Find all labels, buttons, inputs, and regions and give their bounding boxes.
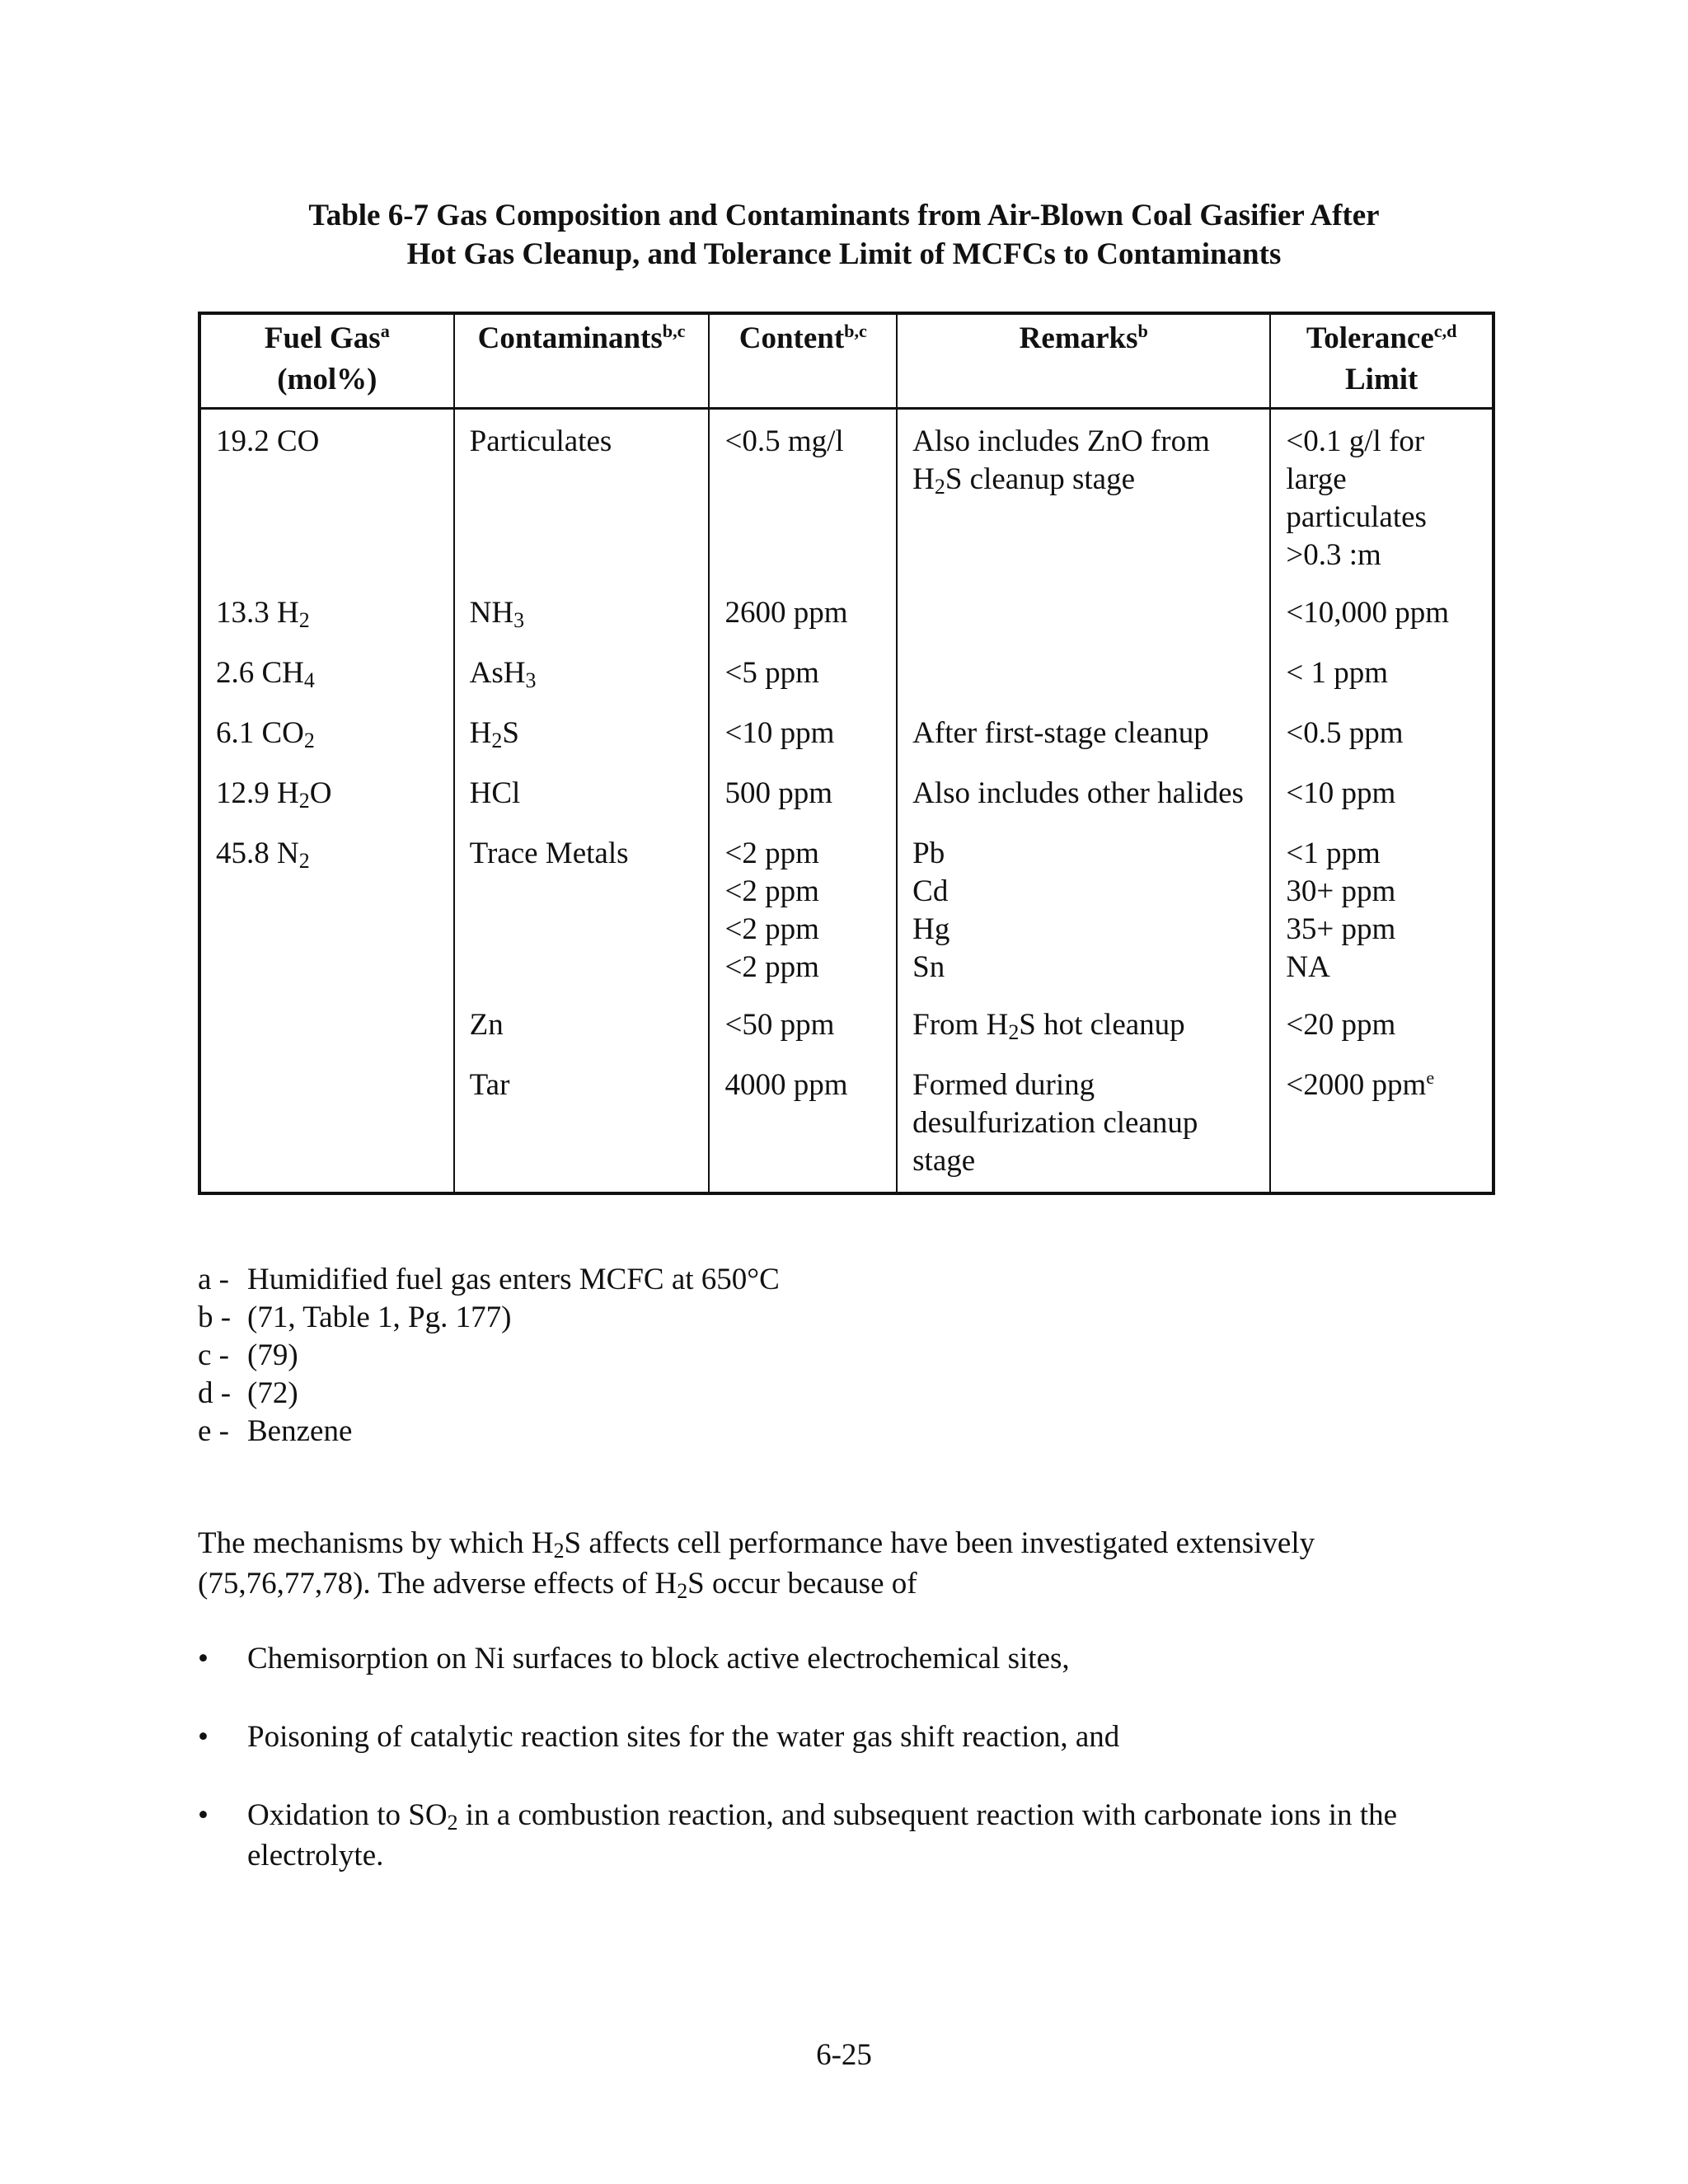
cell-fuel-gas: 13.3 $H_2$: [216, 596, 310, 633]
footnote-text: (79): [247, 1338, 298, 1372]
cell-tolerance: <0.5 ppm: [1270, 701, 1493, 762]
cell-fuel-gas: 19.2 CO: [216, 424, 320, 458]
cell-fuel-gas: [199, 993, 454, 1053]
table-header-row: [199, 313, 1493, 409]
footnote-text: Benzene: [247, 1414, 353, 1448]
contaminants-table: [198, 312, 1495, 1195]
header-fuel-gas: Fuel Gas$^a$ (mol%): [199, 313, 454, 409]
cell-fuel-gas: 2.6 $CH_4$: [216, 656, 315, 693]
cell-fuel-gas: [199, 1053, 454, 1193]
cell-remarks: Also includes ZnO from $H_2S$ cleanup stage: [897, 409, 1270, 582]
cell-remarks: From $H_2S$ hot cleanup: [897, 993, 1270, 1053]
cell-tolerance: <20 ppm: [1270, 993, 1493, 1053]
cell-contaminant: Zn: [454, 993, 710, 1053]
cell-content: <10 ppm: [709, 701, 897, 762]
footnote-text: Humidified fuel gas enters MCFC at 650°C: [247, 1263, 780, 1296]
bullet-text: Poisoning of catalytic reaction sites for the water gas shift reaction, and: [247, 1720, 1120, 1754]
cell-remarks: After first-stage cleanup: [897, 701, 1270, 762]
cell-content: 500 ppm: [709, 762, 897, 822]
bullet-icon: •: [198, 1798, 209, 1832]
footnote-key: e -: [198, 1414, 229, 1448]
cell-remarks: Pb Cd Hg Sn: [897, 822, 1270, 993]
table-row: [199, 762, 1493, 822]
header-contaminants: Contaminants$^{b,c}$: [454, 313, 710, 409]
header-remarks: Remarks$^b$: [897, 313, 1270, 409]
table-row: [199, 701, 1493, 762]
cell-content: <2 ppm <2 ppm <2 ppm <2 ppm: [709, 822, 897, 993]
footnote-text: (71, Table 1, Pg. 177): [247, 1301, 512, 1334]
table-row: [199, 822, 1493, 993]
footnote: [198, 1337, 780, 1375]
bullet-item: [198, 1718, 1492, 1756]
body-paragraph: The mechanisms by which $H_2S$ affects cell performance have been investigated extensively (75,76,77,78). The adverse effects of $H_2S$ occur because of: [198, 1526, 1315, 1604]
cell-contaminant: Trace Metals: [454, 822, 710, 993]
table-row: [199, 1053, 1493, 1193]
footnote: [198, 1375, 780, 1413]
bullet-item: [198, 1640, 1492, 1678]
cell-contaminant: $H_2S$: [454, 701, 710, 762]
cell-tolerance: <10 ppm: [1270, 762, 1493, 822]
bullet-icon: •: [198, 1720, 209, 1754]
footnote: [198, 1261, 780, 1299]
bullet-list: [198, 1640, 1492, 1915]
cell-fuel-gas: 6.1 $CO_2$: [216, 716, 315, 753]
bullet-text: Chemisorption on Ni surfaces to block active electrochemical sites,: [247, 1642, 1070, 1675]
bullet-text: Oxidation to $SO_2$ in a combustion reaction, and subsequent reaction with carbonate ions in the electrolyte.: [247, 1798, 1397, 1872]
table-title: [198, 196, 1490, 274]
table-footnotes: [198, 1261, 780, 1451]
cell-remarks: Formed during desulfurization cleanup stage: [897, 1053, 1270, 1193]
cell-tolerance: <0.1 g/l for large particulates >0.3 :m: [1270, 409, 1493, 582]
cell-fuel-gas: 12.9 $H_2O$: [216, 776, 332, 813]
header-tolerance-limit: Tolerance$^{c,d}$ Limit: [1270, 313, 1493, 409]
cell-contaminant: HCl: [454, 762, 710, 822]
cell-content: <5 ppm: [709, 641, 897, 701]
cell-content: 2600 ppm: [709, 581, 897, 641]
table-row: [199, 409, 1493, 582]
cell-remarks: [897, 641, 1270, 701]
cell-remarks: Also includes other halides: [897, 762, 1270, 822]
cell-contaminant: Particulates: [454, 409, 710, 582]
cell-tolerance: <2000 ppm$^e$: [1270, 1053, 1493, 1193]
footnote-key: b -: [198, 1301, 232, 1334]
cell-tolerance: < 1 ppm: [1270, 641, 1493, 701]
table-row: [199, 641, 1493, 701]
footnote-text: (72): [247, 1376, 298, 1410]
cell-contaminant: Tar: [454, 1053, 710, 1193]
table-row: [199, 993, 1493, 1053]
cell-tolerance: <1 ppm 30+ ppm 35+ ppm NA: [1270, 822, 1493, 993]
bullet-item: [198, 1797, 1492, 1875]
page-number: 6-25: [816, 2038, 872, 2072]
footnote: [198, 1413, 780, 1451]
table-title-line-2: Hot Gas Cleanup, and Tolerance Limit of MCFCs to Contaminants: [406, 237, 1282, 271]
footnote-key: a -: [198, 1263, 229, 1296]
footnote-key: d -: [198, 1376, 232, 1410]
header-content: Content$^{b,c}$: [709, 313, 897, 409]
table-row: [199, 581, 1493, 641]
footnote: [198, 1299, 780, 1337]
cell-content: <0.5 mg/l: [709, 409, 897, 582]
cell-remarks: [897, 581, 1270, 641]
cell-contaminant: AsH$_3$: [454, 641, 710, 701]
cell-tolerance: <10,000 ppm: [1270, 581, 1493, 641]
bullet-icon: •: [198, 1642, 209, 1675]
footnote-key: c -: [198, 1338, 229, 1372]
cell-content: <50 ppm: [709, 993, 897, 1053]
cell-fuel-gas: 45.8 $N_2$: [216, 837, 310, 874]
cell-contaminant: $NH_3$: [454, 581, 710, 641]
table-title-line-1: Table 6-7 Gas Composition and Contaminants from Air-Blown Coal Gasifier After: [308, 199, 1380, 232]
cell-content: 4000 ppm: [709, 1053, 897, 1193]
